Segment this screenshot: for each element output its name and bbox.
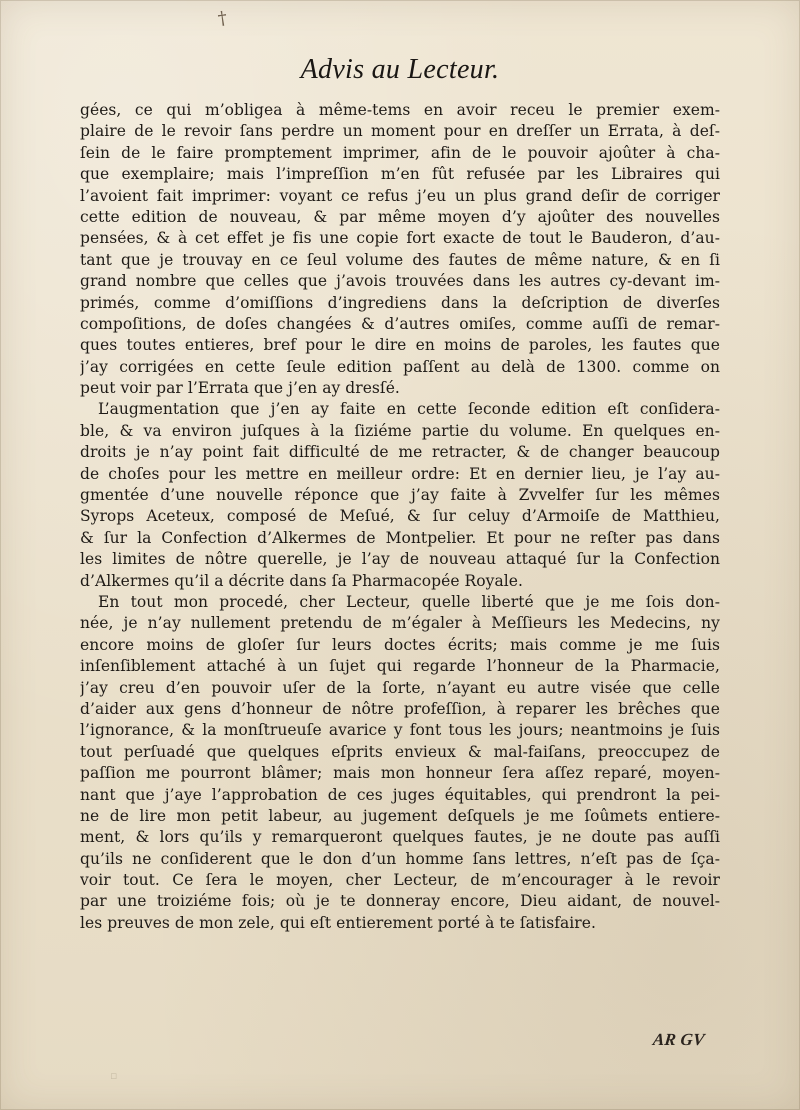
text-line: nant que j’aye l’approbation de ces juges équitables, qui prendront la pei- [80,785,720,804]
text-line: ques toutes entieres, bref pour le dire en moins de paroles, les fautes que [80,336,720,355]
text-line: voir tout. Ce ſera le moyen, cher Lecteur, de m’encourager à le revoir [80,871,720,890]
catchword: AR GV [652,1030,707,1049]
text-line: compoſitions, de doſes changées & d’autres omiſes, comme auſſi de remar- [80,314,720,333]
text-line: que exemplaire; mais l’impreſſion m’en fût refusée par les Libraires qui [80,165,720,184]
text-line: d’aider aux gens d’honneur de nôtre profeſſion, à reparer les brêches que [80,699,720,718]
dagger-mark: † [216,7,229,30]
text-block [80,100,720,934]
text-line: gmentée d’une nouvelle réponce que j’ay faite à Zvvelfer ſur les mêmes [80,486,720,505]
text-line: Syrops Aceteux, composé de Meſué, & ſur celuy d’Armoiſe de Matthieu, [80,507,720,526]
text-line: d’Alkermes qu’il a décrite dans ſa Pharmacopée Royale. [80,571,523,590]
text-line: paſſion me pourront blâmer; mais mon honneur ſera aſſez reparé, moyen- [80,764,720,783]
text-line: L’augmentation que j’en ay faite en cette ſeconde edition eſt conſidera- [98,400,720,419]
text-line: En tout mon procedé, cher Lecteur, quelle liberté que je me ſois don- [98,592,720,611]
text-line: ble, & va environ juſques à la ſiziéme partie du volume. En quelques en- [80,421,720,440]
text-line: de choſes pour les mettre en meilleur ordre: Et en dernier lieu, je l’ay au- [80,464,720,483]
text-line: tout perſuadé que quelques eſprits envieux & mal-faiſans, preoccupez de [80,742,720,761]
text-line: plaire de le revoir ſans perdre un moment pour en dreſſer un Errata, à deſ- [80,122,720,141]
text-line: pensées, & à cet effet je fis une copie fort exacte de tout le Bauderon, d’au- [80,229,720,248]
text-line: l’ignorance, & la monſtrueuſe avarice y font tous les jours; neantmoins je ſuis [80,721,720,740]
text-line: ne de lire mon petit labeur, au jugement deſquels je me ſoûmets entiere- [80,806,720,825]
text-line: gées, ce qui m’obligea à même-tems en avoir receu le premier exem- [80,101,720,119]
text-line: les limites de nôtre querelle, je l’ay de nouveau attaqué ſur la Confection [80,550,720,569]
text-line: tant que je trouvay en ce ſeul volume des fautes de même nature, & en ſi [80,250,720,269]
text-line: cette edition de nouveau, & par même moyen d’y ajoûter des nouvelles [80,207,720,226]
text-line: les preuves de mon zele, qui eſt entierement porté à te ſatisfaire. [80,913,596,932]
running-head: Advis au Lecteur. [300,54,500,85]
text-line: encore moins de gloſer ſur leurs doctes écrits; mais comme je me ſuis [80,635,720,654]
faint-folio-mark: ▫ [110,1069,118,1082]
text-line: j’ay creu d’en pouvoir uſer de la ſorte, n’ayant eu autre visée que celle [80,678,720,697]
text-line: inſenſiblement attaché à un ſujet qui regarde l’honneur de la Pharmacie, [80,657,720,676]
text-line: primés, comme d’omiſſions d’ingrediens dans la deſcription de diverſes [80,293,720,312]
text-line: née, je n’ay nullement pretendu de m’égaler à Meſſieurs les Medecins, ny [80,614,720,633]
text-line: peut voir par l’Errata que j’en ay dresſé. [80,379,400,398]
text-line: & ſur la Confection d’Alkermes de Montpelier. Et pour ne reſter pas dans [80,528,720,547]
text-line: par une troiziéme fois; où je te donneray encore, Dieu aidant, de nouvel- [80,892,720,911]
text-line: droits je n’ay point fait difficulté de me retracter, & de changer beaucoup [80,443,720,462]
text-line: qu’ils ne conſiderent que le don d’un homme ſans lettres, n’eſt pas de ſça- [80,849,720,868]
text-line: ment, & lors qu’ils y remarqueront quelques fautes, je ne doute pas auſſi [80,828,720,847]
text-line: grand nombre que celles que j’avois trouvées dans les autres cy-devant im- [80,272,720,291]
text-line: j’ay corrigées en cette ſeule edition paſſent au delà de 1300. comme on [80,357,720,376]
text-line: ſein de le faire promptement imprimer, afin de le pouvoir ajoûter à cha- [80,143,720,162]
text-line: l’avoient fait imprimer: voyant ce refus j’eu un plus grand deſir de corriger [80,186,720,205]
